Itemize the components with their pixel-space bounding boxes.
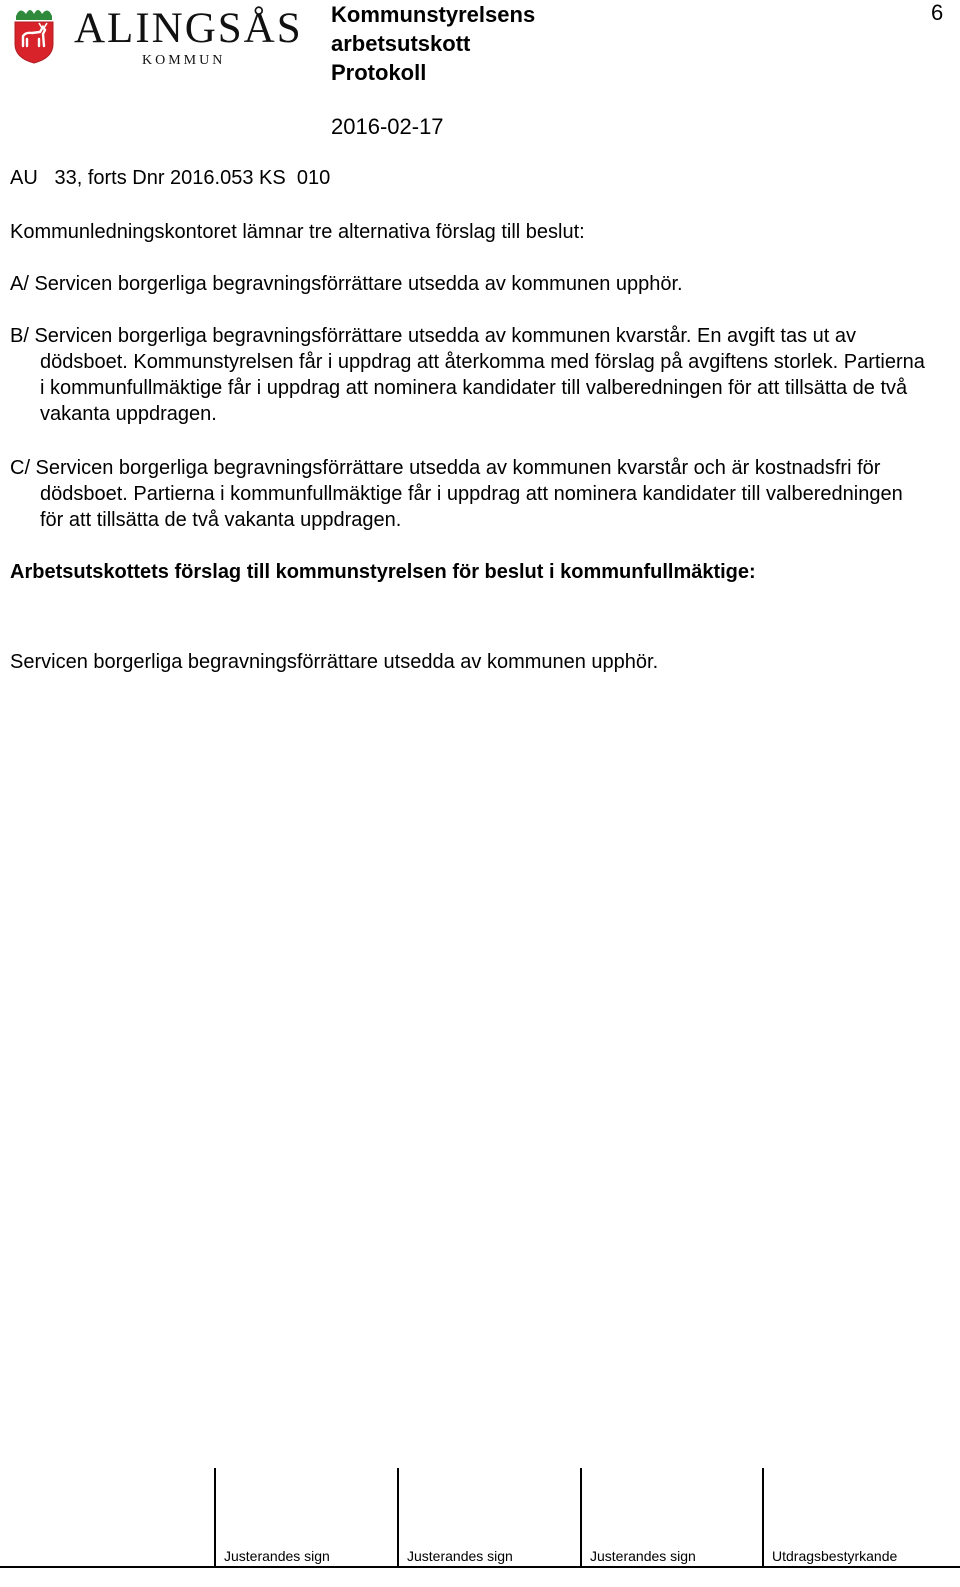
title-line-2: arbetsutskott [331,31,471,56]
logo-subtitle: KOMMUN [142,53,226,68]
page-number: 6 [931,0,944,25]
logo-wordmark: ALINGSÅS [74,5,303,52]
title-line-3: Protokoll [331,60,427,85]
section-reference: AU 33, forts Dnr 2016.053 KS 010 [10,167,331,189]
signature-baseline [0,1566,960,1568]
signature-divider [762,1468,764,1568]
alternative-b: B/ Servicen borgerliga begravningsförrättare utsedda av kommunen kvarstår. En avgift tas ut av dödsboet. Kommunstyrelsen får i uppdrag att återkomma med förslag på avgiftens storlek. Partierna i kommunfullmäktige får i uppdrag att nominera kandidater till valberedningen för att tillsätta de två vakanta uppdragen. [10,325,925,425]
signature-divider [214,1468,216,1568]
document-date: 2016-02-17 [331,114,444,139]
signature-label: Justerandes sign [590,1548,696,1564]
proposal-text: Servicen borgerliga begravningsförrättare utsedda av kommunen upphör. [10,651,659,673]
title-line-1: Kommunstyrelsens [331,2,536,27]
coat-of-arms-icon [12,6,56,64]
signature-divider [397,1468,399,1568]
signature-label: Justerandes sign [224,1548,330,1564]
alternative-c: C/ Servicen borgerliga begravningsförrättare utsedda av kommunen kvarstår och är kostnadsfri för dödsboet. Partierna i kommunfullmäktige får i uppdrag att nominera kandidater till valberedningen för att tillsätta de två vakanta uppdragen. [10,457,903,531]
attestation-label: Utdragsbestyrkande [772,1548,898,1564]
document-title [331,0,535,87]
proposal-heading: Arbetsutskottets förslag till kommunstyrelsen för beslut i kommunfullmäktige: [10,561,756,583]
municipality-logo [12,4,303,68]
signature-label: Justerandes sign [407,1548,513,1564]
intro-paragraph: Kommunledningskontoret lämnar tre alternativa förslag till beslut: [10,221,585,243]
signature-divider [580,1468,582,1568]
alternative-a: A/ Servicen borgerliga begravningsförrättare utsedda av kommunen upphör. [10,273,683,295]
